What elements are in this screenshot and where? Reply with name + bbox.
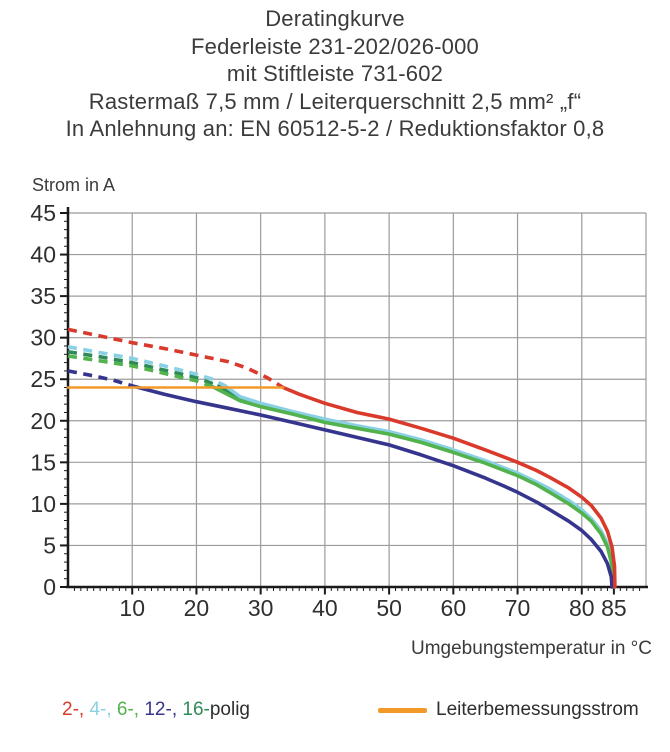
legend-pole-item: polig	[209, 699, 251, 720]
legend-pole-item: 2-,	[62, 699, 90, 720]
svg-text:80: 80	[568, 595, 595, 621]
svg-text:70: 70	[504, 595, 531, 621]
svg-text:85: 85	[601, 595, 627, 621]
title-line-5: In Anlehnung an: EN 60512-5-2 / Reduktionsfaktor 0,8	[65, 116, 605, 141]
svg-text:40: 40	[30, 241, 56, 268]
title-line-2: Federleiste 231-202/026-000	[191, 33, 479, 59]
svg-text:40: 40	[312, 595, 338, 621]
legend-pole-item: 16-	[182, 699, 210, 720]
svg-text:25: 25	[30, 366, 56, 393]
rated-current-line-swatch	[378, 708, 427, 713]
svg-text:35: 35	[30, 283, 56, 310]
svg-text:20: 20	[183, 595, 210, 621]
legend-row	[0, 699, 670, 729]
title-line-4: Rastermaß 7,5 mm / Leiterquerschnitt 2,5 mm² „f“	[88, 88, 582, 114]
svg-text:60: 60	[440, 595, 467, 621]
svg-text:30: 30	[247, 595, 274, 621]
legend-pole-item: 6-,	[116, 699, 145, 720]
svg-text:5: 5	[43, 532, 56, 559]
legend-pole-item: 12-,	[144, 699, 183, 720]
svg-text:15: 15	[30, 449, 56, 476]
legend-pole-item: 4-,	[89, 699, 117, 720]
svg-text:30: 30	[30, 324, 56, 351]
svg-text:20: 20	[30, 407, 56, 434]
svg-text:10: 10	[119, 595, 146, 621]
rated-current-label: Leiterbemessungsstrom	[436, 699, 639, 720]
legend-pole-counts	[62, 699, 250, 721]
svg-text:50: 50	[376, 595, 402, 621]
x-axis-label: Umgebungstemperatur in °C	[411, 638, 652, 659]
svg-text:0: 0	[43, 574, 56, 600]
title-line-3: mit Stiftleiste 731-602	[226, 61, 444, 86]
legend-rated-current	[378, 699, 639, 721]
title-line-1: Deratingkurve	[265, 6, 405, 31]
svg-text:45: 45	[30, 200, 56, 226]
y-axis-label: Strom in A	[32, 175, 116, 195]
svg-text:10: 10	[30, 490, 56, 517]
